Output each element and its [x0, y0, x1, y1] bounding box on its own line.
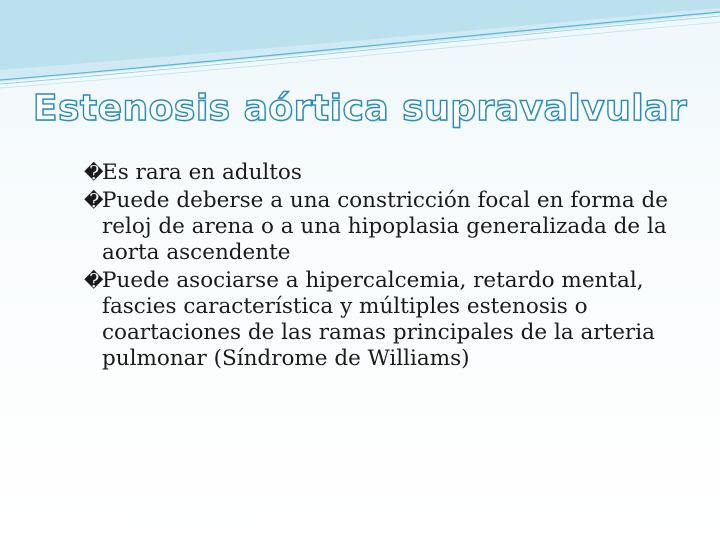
- header-wave-decoration: [0, 0, 720, 90]
- bullet-text: Es rara en adultos: [102, 160, 302, 185]
- bullet-icon: �: [84, 270, 104, 292]
- bullet-icon: �: [84, 162, 104, 184]
- bullet-item: [84, 188, 694, 266]
- bullet-icon: �: [84, 190, 104, 212]
- bullet-item: [84, 268, 694, 372]
- bullet-item: [84, 160, 694, 186]
- bullet-text: Puede asociarse a hipercalcemia, retardo mental, fascies característica y múltiples estenosis o coartaciones de las ramas principales de la arteria pulmonar (Síndrome de Williams): [102, 268, 655, 371]
- slide-title: Estenosis aórtica supravalvular: [32, 88, 688, 129]
- bullet-text: Puede deberse a una constricción focal en forma de reloj de arena o a una hipoplasia generalizada de la aorta ascendente: [102, 188, 669, 265]
- slide-body: [84, 160, 694, 372]
